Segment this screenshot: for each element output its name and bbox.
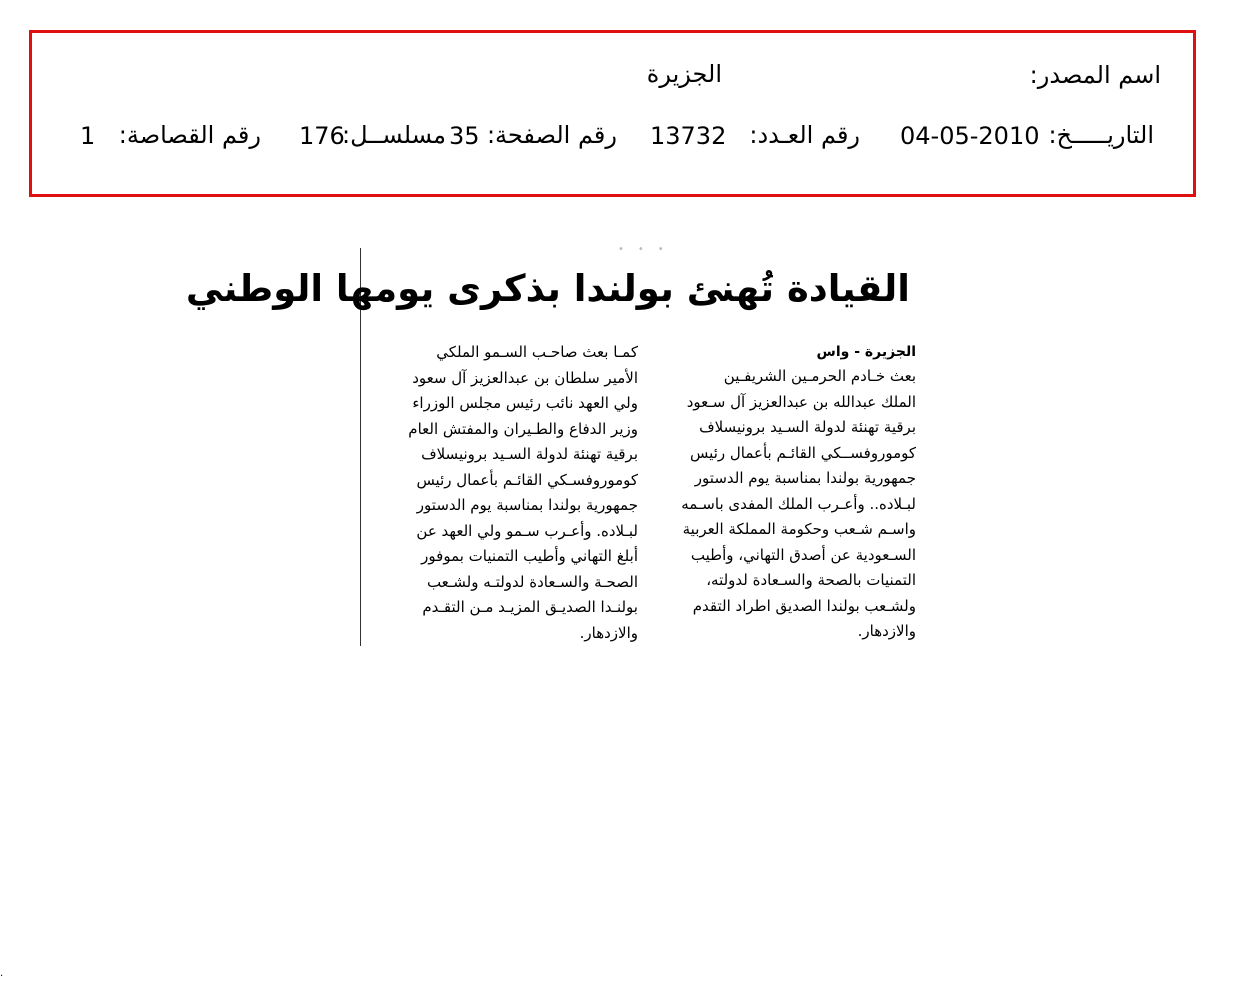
- text-line: كوموروفســكي القائـم بأعمال رئيس: [690, 443, 916, 462]
- text-line: جمهورية بولندا بمناسبة يوم الدستور: [694, 469, 916, 487]
- text-line: جمهورية بولندا بمناسبة يوم الدستور: [416, 496, 638, 514]
- source-value: الجزيرة: [646, 60, 722, 88]
- text-line: بولنـدا الصديـق المزيـد مـن التقـدم: [422, 598, 638, 616]
- text-line: برقية تهنئة لدولة السـيد برونيسلاف: [421, 445, 638, 463]
- clipping-info-box: [29, 30, 1196, 197]
- page-label: رقم الصفحة:: [486, 121, 617, 149]
- article-column-left: [386, 340, 638, 646]
- text-line: الصحـة والسـعادة لدولتـه ولشـعب: [426, 572, 638, 591]
- issue-value: 13732: [650, 122, 727, 150]
- text-line: وزير الدفاع والطـيران والمفتش العام: [408, 419, 638, 438]
- text-line: التمنيات بالصحة والسـعادة لدولته،: [706, 571, 916, 589]
- source-label: اسم المصدر:: [1029, 61, 1161, 89]
- text-line: الملك عبدالله بن عبدالعزيز آل سـعود: [686, 392, 916, 411]
- article-headline: القيادة تُهنئ بولندا بذكرى يومها الوطني: [185, 267, 910, 310]
- text-line: والازدهار.: [857, 622, 916, 640]
- page-value: 35: [449, 122, 480, 150]
- text-line: الأمير سلطان بن عبدالعزيز آل سعود: [412, 368, 638, 387]
- text-line: بعث خـادم الحرمـين الشريفـين: [723, 367, 916, 385]
- text-line: ولشـعب بولندا الصديق اطراد التقدم: [692, 596, 916, 615]
- date-label: التاريـــــخ:: [1048, 121, 1154, 149]
- scan-artifact: ·: [0, 971, 4, 982]
- issue-label: رقم العـدد:: [749, 121, 860, 149]
- text-line: والازدهار.: [579, 623, 638, 642]
- text-line: كمـا بعث صاحـب السـمو الملكي: [436, 343, 638, 361]
- serial-value: 176: [299, 122, 345, 150]
- text-line: ولي العهد نائب رئيس مجلس الوزراء: [412, 394, 638, 412]
- news-article: [185, 244, 920, 646]
- article-byline: الجزيرة - واس: [816, 344, 916, 360]
- text-line: لبـلاده. وأعـرب سـمو ولي العهد عن: [416, 521, 638, 540]
- article-column-right: [664, 340, 916, 645]
- scan-dots: •••: [618, 244, 678, 255]
- date-value: 04-05-2010: [900, 122, 1040, 150]
- clip-value: 1: [80, 122, 96, 150]
- clip-label: رقم القصاصة:: [118, 121, 261, 149]
- text-line: واسـم شـعب وحكومة المملكة العربية: [682, 520, 916, 538]
- text-line: السـعودية عن أصدق التهاني، وأطيب: [690, 545, 916, 564]
- text-line: أبلغ التهاني وأطيب التمنيات بموفور: [421, 547, 638, 565]
- serial-label: مسلســل:: [342, 121, 446, 149]
- text-line: كوموروفسـكي القائـم بأعمال رئيس: [416, 470, 638, 489]
- text-line: برقية تهنئة لدولة السـيد برونيسلاف: [699, 418, 916, 436]
- text-line: لبـلاده.. وأعـرب الملك المفدى باسـمه: [681, 494, 916, 513]
